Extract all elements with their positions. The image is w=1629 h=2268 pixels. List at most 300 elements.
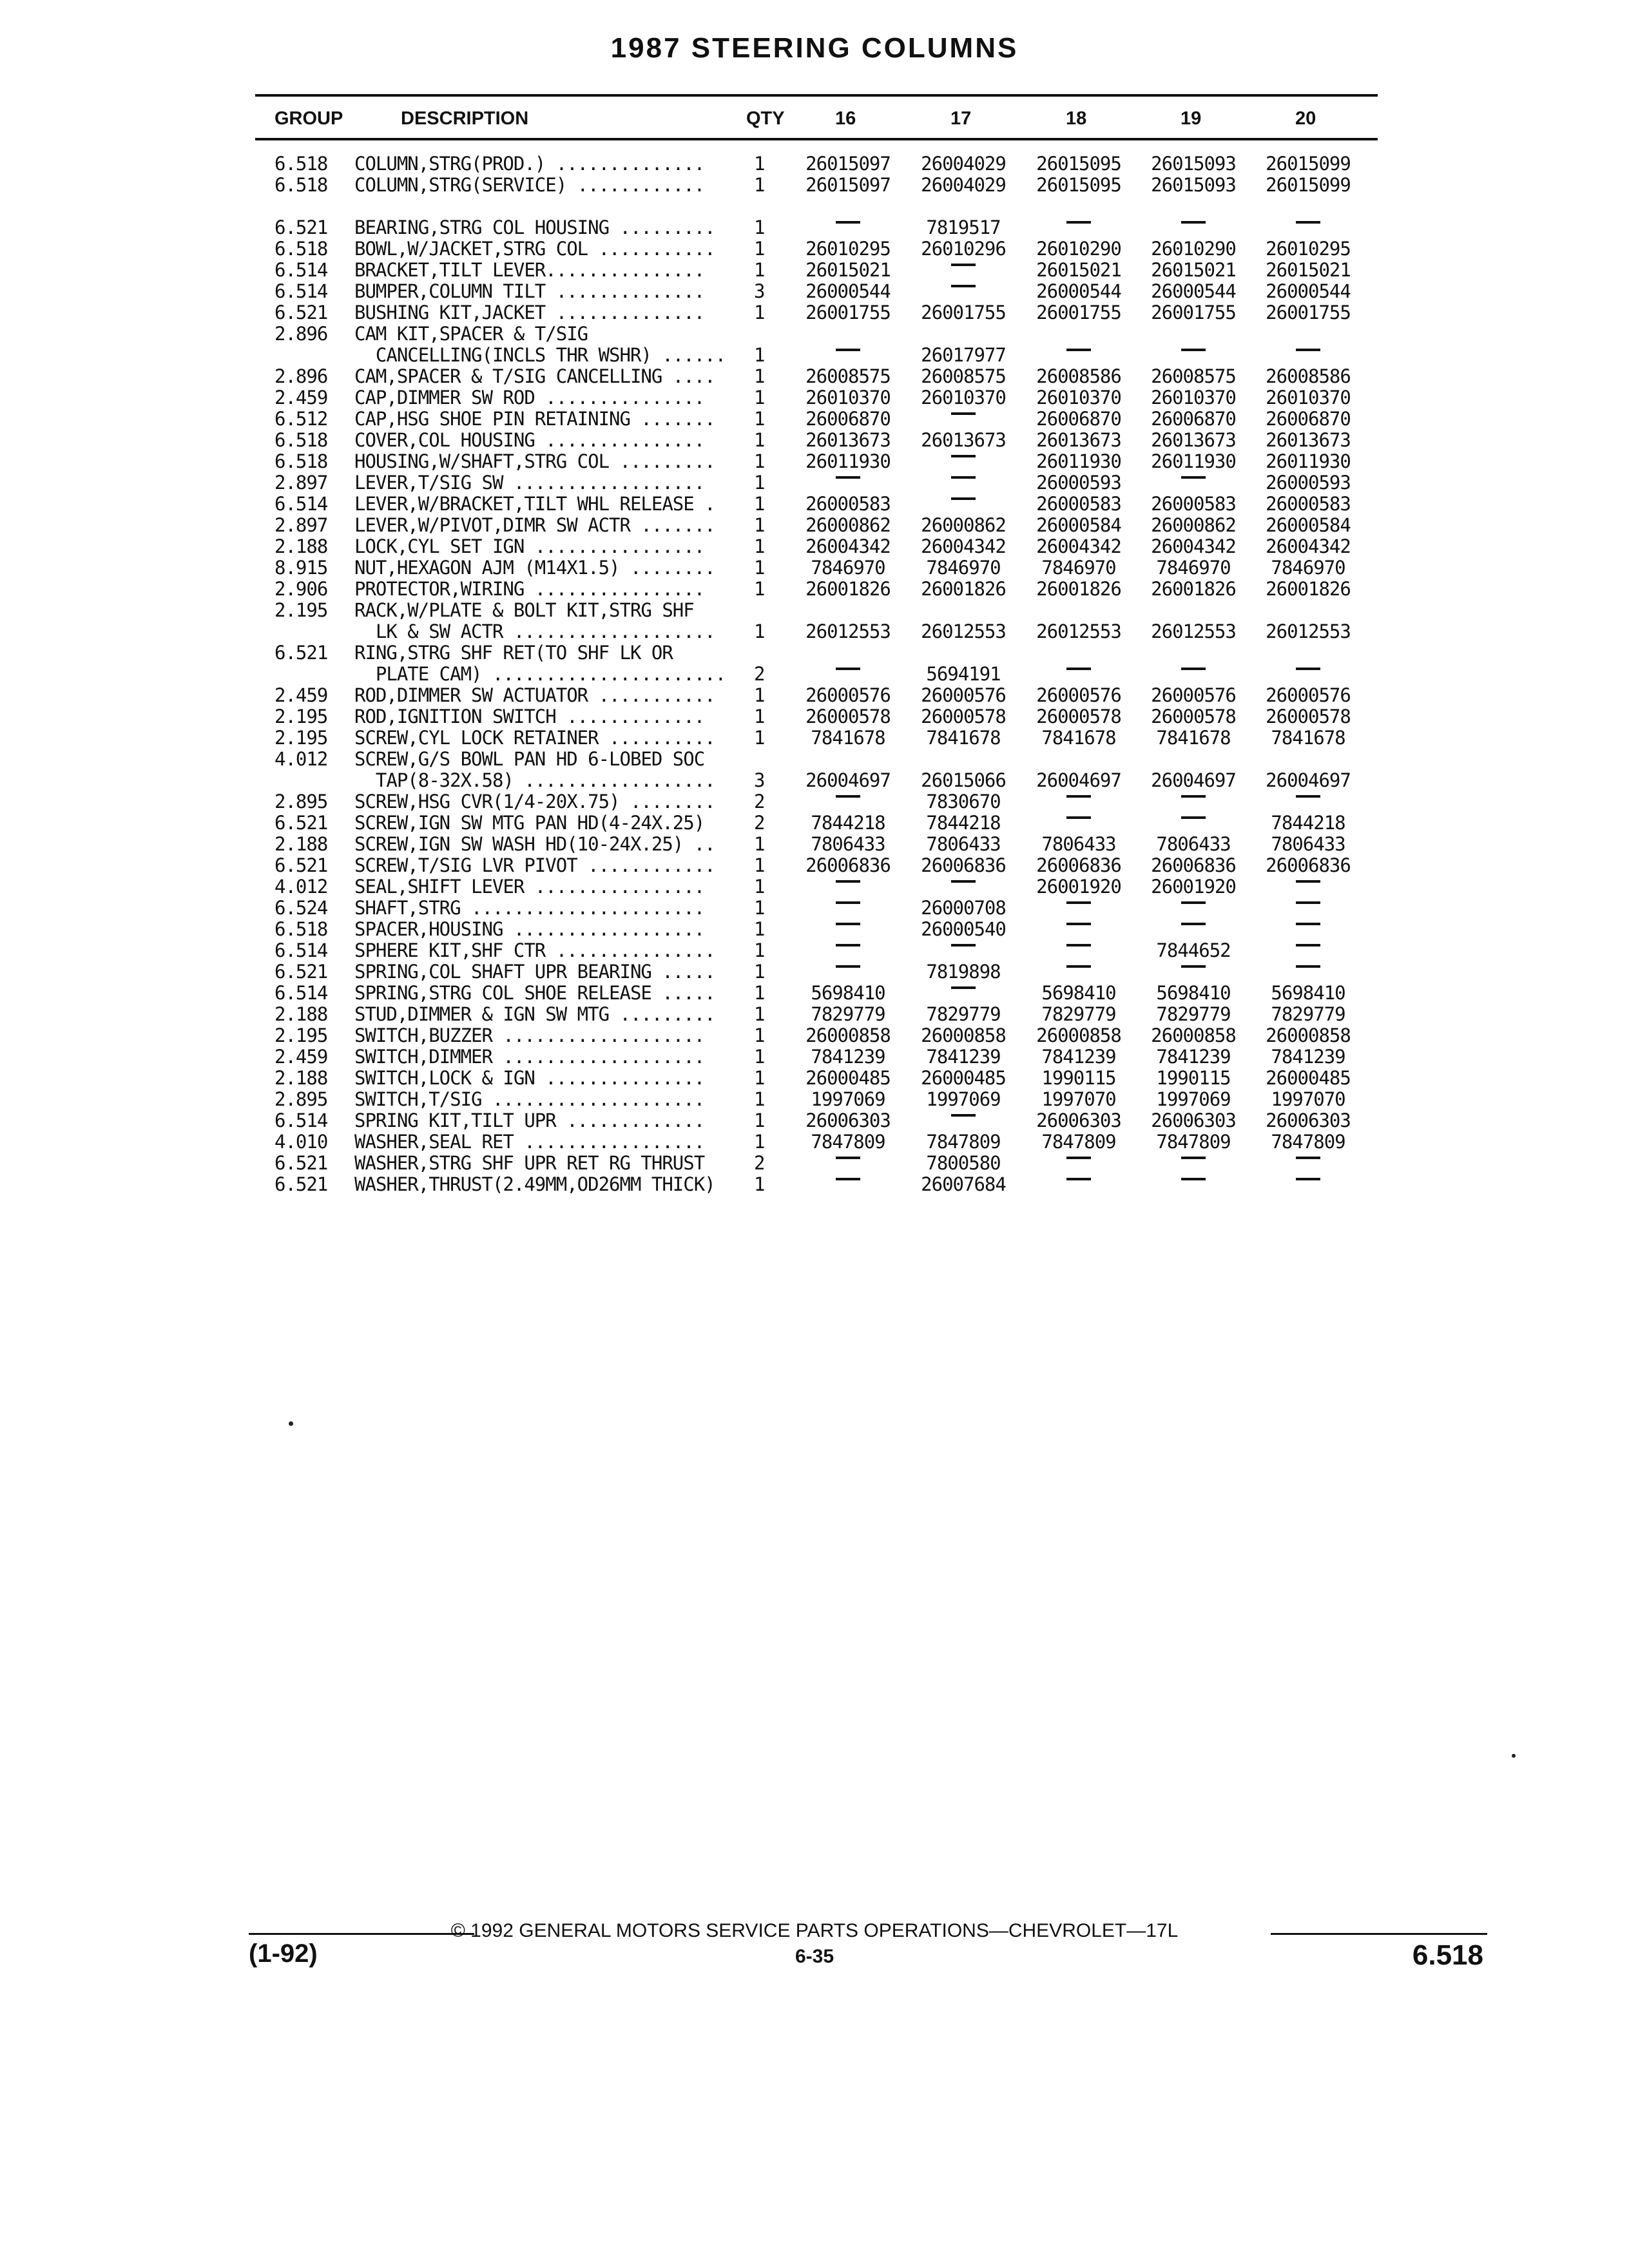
part-number-cell: 26000578 <box>921 706 1006 727</box>
part-number-cell: 26012553 <box>805 620 891 642</box>
part-number-cell: 5694191 <box>926 663 1001 685</box>
part-number-cell: 26004342 <box>1266 535 1351 557</box>
part-number-cell: 26001755 <box>1266 302 1351 323</box>
group-cell: 2.195 <box>275 706 328 727</box>
description-cell: SWITCH,LOCK & IGN ............... <box>354 1068 705 1089</box>
qty-cell: 1 <box>754 684 765 706</box>
part-number-cell: 26012553 <box>921 620 1006 642</box>
part-number-cell: 26004697 <box>1151 769 1236 791</box>
not-applicable-dash <box>790 940 906 961</box>
description-cell: SCREW,IGN SW WASH HD(10-24X.25) .. <box>354 834 715 855</box>
qty-cell: 1 <box>754 578 765 600</box>
table-row <box>0 281 1629 302</box>
table-row <box>0 366 1629 387</box>
part-number-cell: 26000544 <box>1266 280 1351 302</box>
table-row <box>0 579 1629 600</box>
part-number-cell: 26004342 <box>1151 535 1236 557</box>
table-row <box>0 175 1629 196</box>
part-number-cell: 26008586 <box>1266 365 1351 387</box>
part-number-cell: 7844218 <box>926 812 1001 834</box>
dash-mark <box>1066 965 1091 968</box>
table-row <box>0 238 1629 260</box>
part-number-cell: 7847809 <box>1156 1131 1231 1153</box>
description-cell: WASHER,THRUST(2.49MM,OD26MM THICK) <box>354 1174 715 1195</box>
qty-cell: 1 <box>754 429 765 451</box>
part-number-cell: 26000858 <box>921 1024 1006 1046</box>
description-cell: SEAL,SHIFT LEVER ................ <box>354 876 705 898</box>
dash-mark <box>1066 923 1091 925</box>
dash-mark <box>951 476 976 479</box>
part-number-cell: 26004029 <box>921 153 1006 175</box>
not-applicable-dash <box>790 664 906 685</box>
qty-cell: 1 <box>754 982 765 1004</box>
part-number-cell: 7806433 <box>1271 833 1345 855</box>
group-cell: 2.906 <box>275 578 328 600</box>
dash-mark <box>1066 1178 1091 1180</box>
dash-mark <box>1181 965 1206 968</box>
not-applicable-dash <box>1021 898 1137 919</box>
dash-mark <box>1181 476 1206 479</box>
part-number-cell: 1997070 <box>1271 1088 1345 1110</box>
not-applicable-dash <box>905 472 1021 494</box>
part-number-cell: 26010290 <box>1036 238 1121 260</box>
page-title: 1987 STEERING COLUMNS <box>610 32 1019 64</box>
not-applicable-dash <box>1021 961 1137 983</box>
table-row <box>0 1131 1629 1153</box>
part-number-cell: 26015097 <box>805 174 891 196</box>
part-number-cell: 26000576 <box>921 684 1006 706</box>
part-number-cell: 26015095 <box>1036 174 1121 196</box>
part-number-cell: 26006870 <box>1266 408 1351 430</box>
not-applicable-dash <box>790 876 906 898</box>
not-applicable-dash <box>1135 345 1251 366</box>
not-applicable-dash <box>1250 345 1366 366</box>
qty-cell: 1 <box>754 706 765 727</box>
table-row <box>0 1110 1629 1131</box>
qty-cell: 1 <box>754 535 765 557</box>
part-number-cell: 26011930 <box>1266 450 1351 472</box>
dash-mark <box>1181 1178 1206 1180</box>
header-model-19: 19 <box>1181 108 1202 129</box>
description-cell: SPRING,STRG COL SHOE RELEASE ..... <box>354 983 715 1004</box>
dash-mark <box>1296 880 1320 883</box>
description-cell: SCREW,CYL LOCK RETAINER .......... <box>354 727 715 749</box>
dash-mark <box>1066 668 1091 670</box>
part-number-cell: 26010370 <box>921 387 1006 408</box>
dash-mark <box>951 880 976 883</box>
dash-mark <box>951 497 976 500</box>
description-cell: PLATE CAM) ...................... <box>354 664 726 685</box>
part-number-cell: 26000862 <box>1151 514 1236 536</box>
description-cell: HOUSING,W/SHAFT,STRG COL ......... <box>354 451 715 472</box>
part-number-cell: 26015021 <box>1151 259 1236 281</box>
table-row <box>0 898 1629 919</box>
dash-mark <box>836 1157 860 1159</box>
qty-cell: 1 <box>754 1088 765 1110</box>
qty-cell: 2 <box>754 663 765 685</box>
part-number-cell: 26000583 <box>1266 493 1351 515</box>
description-cell: BRACKET,TILT LEVER............... <box>354 260 705 281</box>
part-number-cell: 26000576 <box>1036 684 1121 706</box>
part-number-cell: 26010370 <box>1036 387 1121 408</box>
qty-cell: 1 <box>754 557 765 579</box>
qty-cell: 1 <box>754 876 765 898</box>
header-description: DESCRIPTION <box>401 108 529 129</box>
part-number-cell: 7841239 <box>1271 1046 1345 1068</box>
qty-cell: 2 <box>754 812 765 834</box>
group-cell: 6.521 <box>275 1173 328 1195</box>
part-number-cell: 26001826 <box>921 578 1006 600</box>
description-cell: WASHER,STRG SHF UPR RET RG THRUST <box>354 1153 705 1174</box>
dash-mark <box>1066 349 1091 351</box>
table-row <box>0 600 1629 621</box>
group-cell: 2.188 <box>275 1067 328 1089</box>
group-cell: 6.512 <box>275 408 328 430</box>
table-row <box>0 1068 1629 1089</box>
description-cell: SPRING,COL SHAFT UPR BEARING ..... <box>354 961 715 983</box>
table-row <box>0 1004 1629 1025</box>
table-row <box>0 834 1629 855</box>
part-number-cell: 26000578 <box>1151 706 1236 727</box>
part-number-cell: 7829779 <box>1041 1003 1116 1025</box>
description-cell: RACK,W/PLATE & BOLT KIT,STRG SHF <box>354 600 694 621</box>
table-row <box>0 621 1629 642</box>
qty-cell: 1 <box>754 238 765 260</box>
header-top-rule <box>255 94 1378 97</box>
part-number-cell: 26006870 <box>1151 408 1236 430</box>
table-row <box>0 217 1629 238</box>
group-cell: 2.896 <box>275 365 328 387</box>
part-number-cell: 26006870 <box>805 408 891 430</box>
dash-mark <box>1296 1178 1320 1180</box>
description-cell: COLUMN,STRG(SERVICE) ............ <box>354 175 705 196</box>
dash-mark <box>951 1114 976 1117</box>
part-number-cell: 26006870 <box>1036 408 1121 430</box>
part-number-cell: 7841678 <box>1271 727 1345 749</box>
header-model-18: 18 <box>1066 108 1087 129</box>
qty-cell: 2 <box>754 791 765 812</box>
table-row <box>0 430 1629 451</box>
not-applicable-dash <box>1135 791 1251 812</box>
part-number-cell: 26004029 <box>921 174 1006 196</box>
part-number-cell: 26001920 <box>1036 876 1121 898</box>
part-number-cell: 26011930 <box>1036 450 1121 472</box>
description-cell: CAP,DIMMER SW ROD ............... <box>354 387 705 408</box>
table-row <box>0 961 1629 983</box>
part-number-cell: 26000485 <box>805 1067 891 1089</box>
part-number-cell: 26000544 <box>1036 280 1121 302</box>
group-cell: 2.895 <box>275 791 328 812</box>
part-number-cell: 26000540 <box>921 918 1006 940</box>
part-number-cell: 26001755 <box>1151 302 1236 323</box>
not-applicable-dash <box>905 940 1021 961</box>
part-number-cell: 26008586 <box>1036 365 1121 387</box>
qty-cell: 1 <box>754 1003 765 1025</box>
description-cell: BEARING,STRG COL HOUSING ......... <box>354 217 715 238</box>
header-model-16: 16 <box>835 108 856 129</box>
dash-mark <box>836 923 860 925</box>
not-applicable-dash <box>1135 1174 1251 1195</box>
not-applicable-dash <box>790 345 906 366</box>
description-cell: BUSHING KIT,JACKET .............. <box>354 302 705 323</box>
not-applicable-dash <box>1250 1153 1366 1174</box>
not-applicable-dash <box>1135 898 1251 919</box>
part-number-cell: 7846970 <box>1041 557 1116 579</box>
part-number-cell: 26000708 <box>921 897 1006 919</box>
part-number-cell: 26001826 <box>1266 578 1351 600</box>
part-number-cell: 26010370 <box>1151 387 1236 408</box>
footer-section-number: 6.518 <box>1412 1939 1483 1971</box>
part-number-cell: 26000578 <box>1036 706 1121 727</box>
table-row <box>0 812 1629 834</box>
group-cell: 6.514 <box>275 280 328 302</box>
not-applicable-dash <box>1135 664 1251 685</box>
description-cell: SWITCH,T/SIG .................... <box>354 1089 705 1110</box>
dash-mark <box>1181 901 1206 904</box>
not-applicable-dash <box>1250 876 1366 898</box>
part-number-cell: 26015066 <box>921 769 1006 791</box>
qty-cell: 1 <box>754 1067 765 1089</box>
not-applicable-dash <box>1021 217 1137 238</box>
part-number-cell: 26013673 <box>1266 429 1351 451</box>
part-number-cell: 26004697 <box>805 769 891 791</box>
part-number-cell: 26006836 <box>1036 854 1121 876</box>
qty-cell: 1 <box>754 1131 765 1153</box>
part-number-cell: 26012553 <box>1266 620 1351 642</box>
table-row <box>0 770 1629 791</box>
part-number-cell: 26015097 <box>805 153 891 175</box>
part-number-cell: 26011930 <box>805 450 891 472</box>
qty-cell: 1 <box>754 918 765 940</box>
dash-mark <box>1296 923 1320 925</box>
qty-cell: 1 <box>754 1173 765 1195</box>
part-number-cell: 26013673 <box>921 429 1006 451</box>
part-number-cell: 5698410 <box>811 982 885 1004</box>
part-number-cell: 1997069 <box>811 1088 885 1110</box>
group-cell: 2.188 <box>275 833 328 855</box>
description-cell: PROTECTOR,WIRING ................ <box>354 579 705 600</box>
table-row <box>0 855 1629 876</box>
scan-speck <box>1512 1754 1516 1758</box>
header-group: GROUP <box>275 108 343 129</box>
table-row <box>0 727 1629 749</box>
qty-cell: 1 <box>754 216 765 238</box>
qty-cell: 1 <box>754 727 765 749</box>
dash-mark <box>951 285 976 287</box>
part-number-cell: 1997069 <box>1156 1088 1231 1110</box>
part-number-cell: 7847809 <box>1271 1131 1345 1153</box>
not-applicable-dash <box>1135 217 1251 238</box>
group-cell: 2.897 <box>275 472 328 494</box>
description-cell: LEVER,W/BRACKET,TILT WHL RELEASE . <box>354 494 715 515</box>
description-cell: CAM KIT,SPACER & T/SIG <box>354 323 588 345</box>
part-number-cell: 26004342 <box>805 535 891 557</box>
group-cell: 2.188 <box>275 1003 328 1025</box>
part-number-cell: 26004342 <box>921 535 1006 557</box>
part-number-cell: 1997070 <box>1041 1088 1116 1110</box>
not-applicable-dash <box>1135 919 1251 940</box>
part-number-cell: 7819898 <box>926 961 1001 983</box>
part-number-cell: 26000578 <box>805 706 891 727</box>
group-cell: 6.518 <box>275 174 328 196</box>
group-cell: 6.521 <box>275 812 328 834</box>
group-cell: 6.518 <box>275 918 328 940</box>
table-row <box>0 1025 1629 1046</box>
group-cell: 2.195 <box>275 727 328 749</box>
group-cell: 6.521 <box>275 961 328 983</box>
table-row <box>0 515 1629 536</box>
part-number-cell: 26008575 <box>1151 365 1236 387</box>
part-number-cell: 7846970 <box>926 557 1001 579</box>
part-number-cell: 7841678 <box>811 727 885 749</box>
part-number-cell: 26000576 <box>1151 684 1236 706</box>
not-applicable-dash <box>905 408 1021 430</box>
table-row <box>0 153 1629 175</box>
table-row <box>0 387 1629 408</box>
qty-cell: 1 <box>754 961 765 983</box>
part-number-cell: 7841678 <box>1041 727 1116 749</box>
description-cell: BUMPER,COLUMN TILT .............. <box>354 281 705 302</box>
part-number-cell: 26000584 <box>1036 514 1121 536</box>
part-number-cell: 26000485 <box>921 1067 1006 1089</box>
table-row <box>0 983 1629 1004</box>
not-applicable-dash <box>905 876 1021 898</box>
not-applicable-dash <box>1250 940 1366 961</box>
description-cell: CAM,SPACER & T/SIG CANCELLING .... <box>354 366 715 387</box>
not-applicable-dash <box>1021 345 1137 366</box>
part-number-cell: 7841678 <box>926 727 1001 749</box>
group-cell: 2.459 <box>275 684 328 706</box>
table-row <box>0 345 1629 366</box>
part-number-cell: 26004342 <box>1036 535 1121 557</box>
dash-mark <box>1066 795 1091 798</box>
part-number-cell: 7844218 <box>1271 812 1345 834</box>
part-number-cell: 5698410 <box>1041 982 1116 1004</box>
table-row <box>0 706 1629 727</box>
part-number-cell: 7806433 <box>926 833 1001 855</box>
part-number-cell: 7806433 <box>1156 833 1231 855</box>
part-number-cell: 26006836 <box>805 854 891 876</box>
qty-cell: 3 <box>754 280 765 302</box>
qty-cell: 1 <box>754 387 765 408</box>
group-cell: 8.915 <box>275 557 328 579</box>
part-number-cell: 26001826 <box>1036 578 1121 600</box>
header-qty: QTY <box>746 108 785 129</box>
dash-mark <box>1066 816 1091 819</box>
dash-mark <box>1066 1157 1091 1159</box>
part-number-cell: 1990115 <box>1041 1067 1116 1089</box>
table-row <box>0 536 1629 557</box>
group-cell: 2.195 <box>275 599 328 621</box>
dash-mark <box>951 986 976 989</box>
dash-mark <box>836 349 860 351</box>
part-number-cell: 7841239 <box>811 1046 885 1068</box>
description-cell: CANCELLING(INCLS THR WSHR) ...... <box>354 345 726 366</box>
qty-cell: 1 <box>754 833 765 855</box>
description-cell: SWITCH,DIMMER ................... <box>354 1046 705 1068</box>
qty-cell: 3 <box>754 769 765 791</box>
not-applicable-dash <box>790 1174 906 1195</box>
part-number-cell: 26015099 <box>1266 153 1351 175</box>
part-number-cell: 26000583 <box>1151 493 1236 515</box>
not-applicable-dash <box>790 961 906 983</box>
part-number-cell: 7829779 <box>811 1003 885 1025</box>
not-applicable-dash <box>1021 919 1137 940</box>
not-applicable-dash <box>1250 961 1366 983</box>
part-number-cell: 7847809 <box>811 1131 885 1153</box>
part-number-cell: 7844652 <box>1156 939 1231 961</box>
part-number-cell: 7844218 <box>811 812 885 834</box>
table-row <box>0 196 1629 217</box>
part-number-cell: 26000576 <box>805 684 891 706</box>
dash-mark <box>836 880 860 883</box>
part-number-cell: 26007684 <box>921 1173 1006 1195</box>
table-row <box>0 940 1629 961</box>
part-number-cell: 26015099 <box>1266 174 1351 196</box>
dash-mark <box>1181 668 1206 670</box>
not-applicable-dash <box>1135 812 1251 834</box>
table-row <box>0 408 1629 430</box>
group-cell: 4.012 <box>275 748 328 770</box>
not-applicable-dash <box>1135 961 1251 983</box>
part-number-cell: 7847809 <box>1041 1131 1116 1153</box>
part-number-cell: 26000583 <box>1036 493 1121 515</box>
group-cell: 6.514 <box>275 493 328 515</box>
not-applicable-dash <box>790 919 906 940</box>
dash-mark <box>836 221 860 224</box>
part-number-cell: 26000593 <box>1266 472 1351 494</box>
description-cell: LEVER,T/SIG SW .................. <box>354 472 705 494</box>
part-number-cell: 26010295 <box>1266 238 1351 260</box>
not-applicable-dash <box>1250 1174 1366 1195</box>
dash-mark <box>836 476 860 479</box>
qty-cell: 1 <box>754 939 765 961</box>
dash-mark <box>1296 1157 1320 1159</box>
dash-mark <box>1181 349 1206 351</box>
table-row <box>0 791 1629 812</box>
group-cell: 6.518 <box>275 429 328 451</box>
description-cell: COVER,COL HOUSING ............... <box>354 430 705 451</box>
description-cell: ROD,DIMMER SW ACTUATOR ........... <box>354 685 715 706</box>
table-row <box>0 1174 1629 1195</box>
dash-mark <box>951 264 976 266</box>
qty-cell: 1 <box>754 174 765 196</box>
part-number-cell: 26001755 <box>805 302 891 323</box>
dash-mark <box>1066 944 1091 947</box>
not-applicable-dash <box>1021 664 1137 685</box>
qty-cell: 1 <box>754 493 765 515</box>
part-number-cell: 26000858 <box>1266 1024 1351 1046</box>
part-number-cell: 26010370 <box>1266 387 1351 408</box>
description-cell: STUD,DIMMER & IGN SW MTG ......... <box>354 1004 715 1025</box>
part-number-cell: 26006303 <box>1151 1110 1236 1131</box>
part-number-cell: 26000584 <box>1266 514 1351 536</box>
qty-cell: 1 <box>754 472 765 494</box>
part-number-cell: 26000858 <box>805 1024 891 1046</box>
dash-mark <box>951 412 976 415</box>
dash-mark <box>1296 901 1320 904</box>
qty-cell: 1 <box>754 620 765 642</box>
group-cell: 2.195 <box>275 1024 328 1046</box>
dash-mark <box>1181 795 1206 798</box>
part-number-cell: 7800580 <box>926 1152 1001 1174</box>
not-applicable-dash <box>905 281 1021 302</box>
group-cell: 6.518 <box>275 153 328 175</box>
not-applicable-dash <box>790 791 906 812</box>
description-cell: SCREW,HSG CVR(1/4-20X.75) ........ <box>354 791 715 812</box>
part-number-cell: 26004697 <box>1266 769 1351 791</box>
part-number-cell: 26015021 <box>1266 259 1351 281</box>
